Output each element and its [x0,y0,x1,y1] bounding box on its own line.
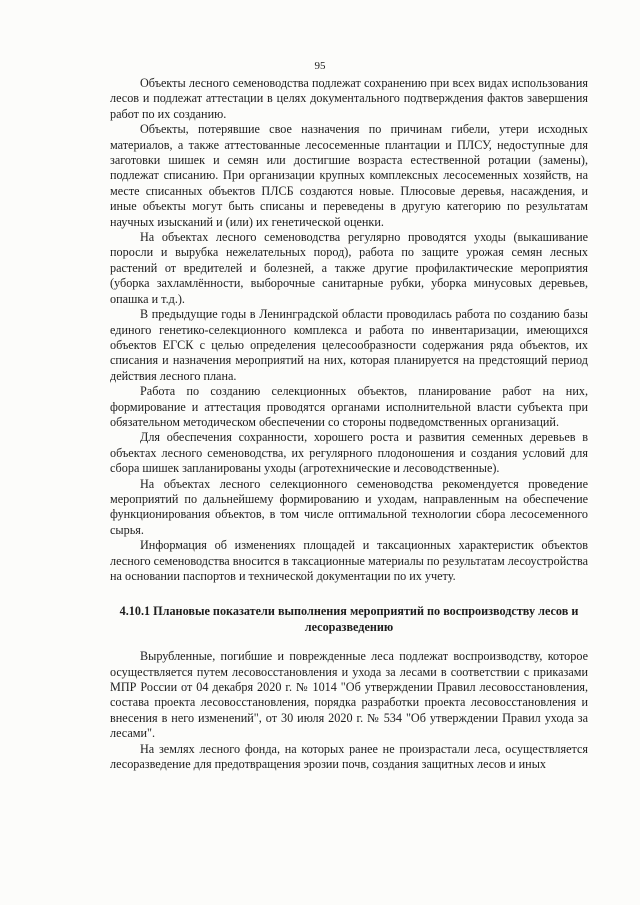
paragraph: Для обеспечения сохранности, хорошего роста и развития семенных деревьев в объектах лесного семеноводства, их регулярного плодоношения и создания условий для сбора шишек запланированы уходы (агротехнические и лесоводственные). [110,430,588,476]
paragraph: Объекты лесного семеноводства подлежат сохранению при всех видах использования лесов и подлежат аттестации в целях документального подтверждения фактов завершения работ по их созданию. [110,76,588,121]
paragraph: Работа по созданию селекционных объектов, планирование работ на них, формирование и аттестация проводятся органами исполнительной власти субъекта при обязательном методическом обеспечении со стороны подведомственных организаций. [110,384,588,429]
paragraph: На объектах лесного семеноводства регулярно проводятся уходы (выкашивание поросли и вырубка нежелательных пород), работа по защите урожая семян лесных растений от вредителей и болезней, а также другие профилактические мероприятия (уборка захламлённости, выборочные санитарные рубки, уборка минусовых деревьев, опашка и т.д.). [110,230,588,306]
paragraph: В предыдущие годы в Ленинградской области проводилась работа по созданию базы единого генетико-селекционного комплекса и работа по инвентаризации, имеющихся объектов ЕГСК с целью определения целесообразности содержания ряда объектов, их списания и назначения мероприятий на них, которая планируется на предстоящий период действия лесного плана. [110,307,588,383]
paragraph: На землях лесного фонда, на которых ранее не произрастали леса, осуществляется лесоразведение для предотвращения эрозии почв, создания защитных лесов и иных [110,741,588,772]
paragraph: Объекты, потерявшие свое назначения по причинам гибели, утери исходных материалов, а также аттестованные лесосеменные плантации и ПЛСУ, недоступные для заготовки шишек и семян или достигшие возраста естественной ротации (замены), подлежат списанию. При организации крупных комплексных лесосеменных хозяйств, на месте списанных объектов ПЛСБ создаются новые. Плюсовые деревья, насаждения, и иные объекты могут быть списаны и переведены в другую категорию по результатам научных изысканий и (или) их генетической оценки. [110,122,588,229]
paragraph: На объектах лесного селекционного семеноводства рекомендуется проведение мероприятий по дальнейшему формированию и уходам, направленным на обеспечение функционирования объектов, в том числе оптимальной технологии сбора лесосеменного сырья. [110,476,588,537]
paragraph: Информация об изменениях площадей и таксационных характеристик объектов лесного семеноводства вносится в таксационные материалы по результатам лесоустройства на основании паспортов и технической документации по их учету. [110,538,588,583]
paragraph: Вырубленные, погибшие и поврежденные леса подлежат воспроизводству, которое осуществляется путем лесовосстановления и ухода за лесами в соответствии с приказами МПР России от 04 декабря 2020 г. № 1014 "Об утверждении Правил лесовосстановления, состава проекта лесовосстановления, порядка разработки проекта лесовосстановления и внесения в него изменений", от 30 июля 2020 г. № 534 "Об утверждении Правил ухода за лесами". [110,649,588,741]
page-number: 95 [314,60,326,72]
page-content [110,76,588,772]
section-heading: 4.10.1 Плановые показатели выполнения мероприятий по воспроизводству лесов и лесоразведению [119,604,579,634]
